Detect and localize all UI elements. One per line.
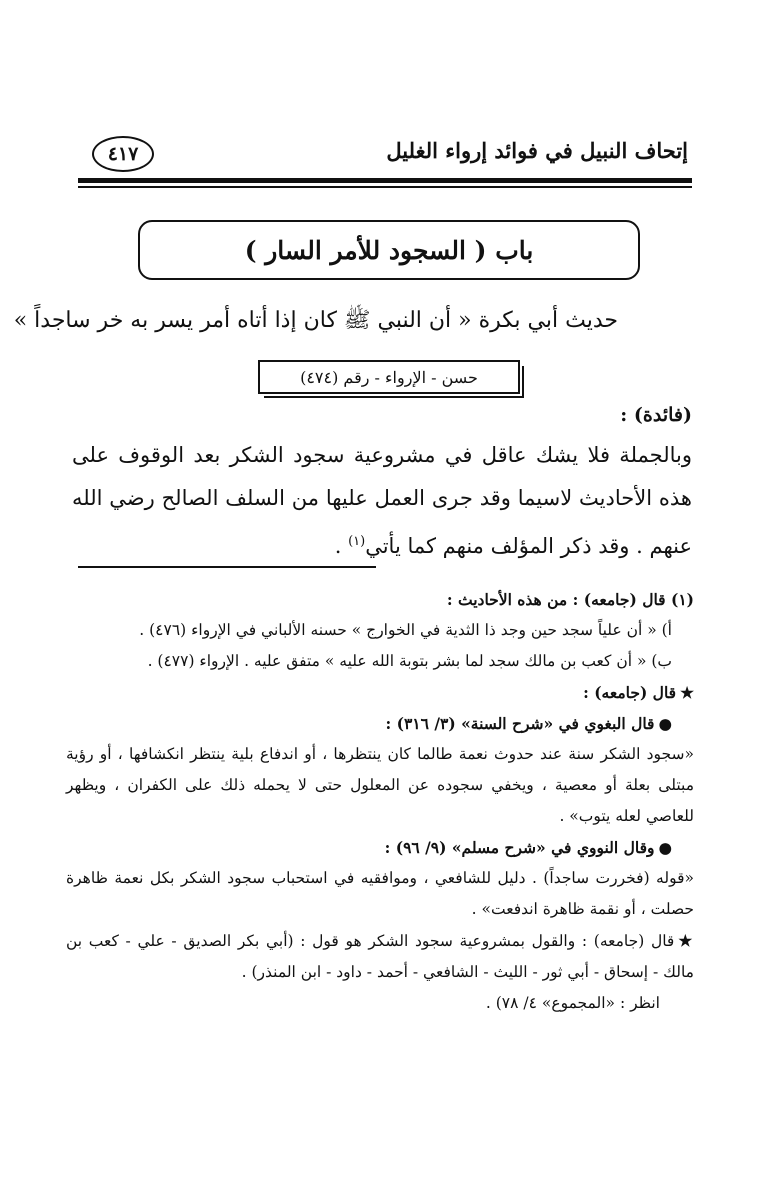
star-icon: ★ <box>678 931 695 950</box>
running-title: إتحاف النبيل في فوائد إرواء الغليل <box>386 138 688 163</box>
bullet-icon: ● <box>658 838 672 857</box>
header-rule-thin <box>78 186 692 188</box>
jamiuh-note <box>66 677 694 708</box>
hadith-text: حديث أبي بكرة « أن النبي ﷺ كان إذا أتاه أمر يسر به خر ساجداً » <box>13 308 618 333</box>
benefit-paragraph <box>72 434 692 568</box>
benefit-heading: (فائدة) : <box>620 404 692 426</box>
nawawi-quote: «قوله (فخررت ساجداً) . دليل للشافعي ، وموافقيه في استحباب سجود الشكر بكل نعمة ظاهرة حصلت ، أو نقمة ظاهرة اندفعت» . <box>66 869 694 918</box>
footnote-intro: (١) قال (جامعه) : من هذه الأحاديث : <box>446 590 694 609</box>
chapter-title: باب ( السجود للأمر السار ) <box>138 220 640 280</box>
benefit-end: . <box>334 534 349 558</box>
footnote-item-a: أ) « أن علياً سجد حين وجد ذا الثدية في الخوارج » حسنه الألباني في الإرواء (٤٧٦) . <box>139 621 672 639</box>
reference-line: انظر : «المجموع» ٤/ ٧٨) . <box>485 994 660 1012</box>
footnote-reference: (١) <box>348 534 366 549</box>
footnote-item-b: ب) « أن كعب بن مالك سجد لما بشر بتوبة الله عليه » متفق عليه . الإرواء (٤٧٧) . <box>147 652 672 670</box>
star-icon: ★ <box>680 683 694 702</box>
baghawi-quote: «سجود الشكر سنة عند حدوث نعمة طالما كان ينتظرها ، أو اندفاع بلية ينتظر انكشافها ، أو رؤية مبتلى بعلة أو معصية ، ويخفي سجوده عن المعلول حتى لا يحمله ذلك على الكفران ، ويظهر للعاصي لعله يتوب» . <box>66 745 694 825</box>
baghawi-heading-text: قال البغوي في «شرح السنة» (٣/ ٣١٦) : <box>385 714 655 733</box>
final-note-text: قال (جامعه) : والقول بمشروعية سجود الشكر هو قول : (أبي بكر الصديق - علي - كعب بن مالك - إسحاق - أبي ثور - الليث - الشافعي - أحمد - داود - ابن المنذر) . <box>66 932 694 981</box>
page-number: ٤١٧ <box>92 136 154 172</box>
grade-text: حسن - الإرواء - رقم (٤٧٤) <box>300 367 478 387</box>
nawawi-heading-text: وقال النووي في «شرح مسلم» (٩/ ٩٦) : <box>384 838 655 857</box>
header-rule-thick <box>78 178 692 183</box>
benefit-text: وبالجملة فلا يشك عاقل في مشروعية سجود الشكر بعد الوقوف على هذه الأحاديث لاسيما وقد جرى العمل عليها من السلف الصالح رضي الله عنهم . وقد ذكر المؤلف منهم كما يأتي <box>72 443 692 558</box>
final-note <box>66 925 694 988</box>
bullet-icon: ● <box>658 714 672 733</box>
grade-box <box>258 360 520 394</box>
nawawi-heading <box>66 832 694 863</box>
footnotes <box>66 584 694 1019</box>
jamiuh-label: قال (جامعه) : <box>583 683 677 702</box>
baghawi-heading <box>66 708 694 739</box>
footnote-separator <box>78 566 376 568</box>
